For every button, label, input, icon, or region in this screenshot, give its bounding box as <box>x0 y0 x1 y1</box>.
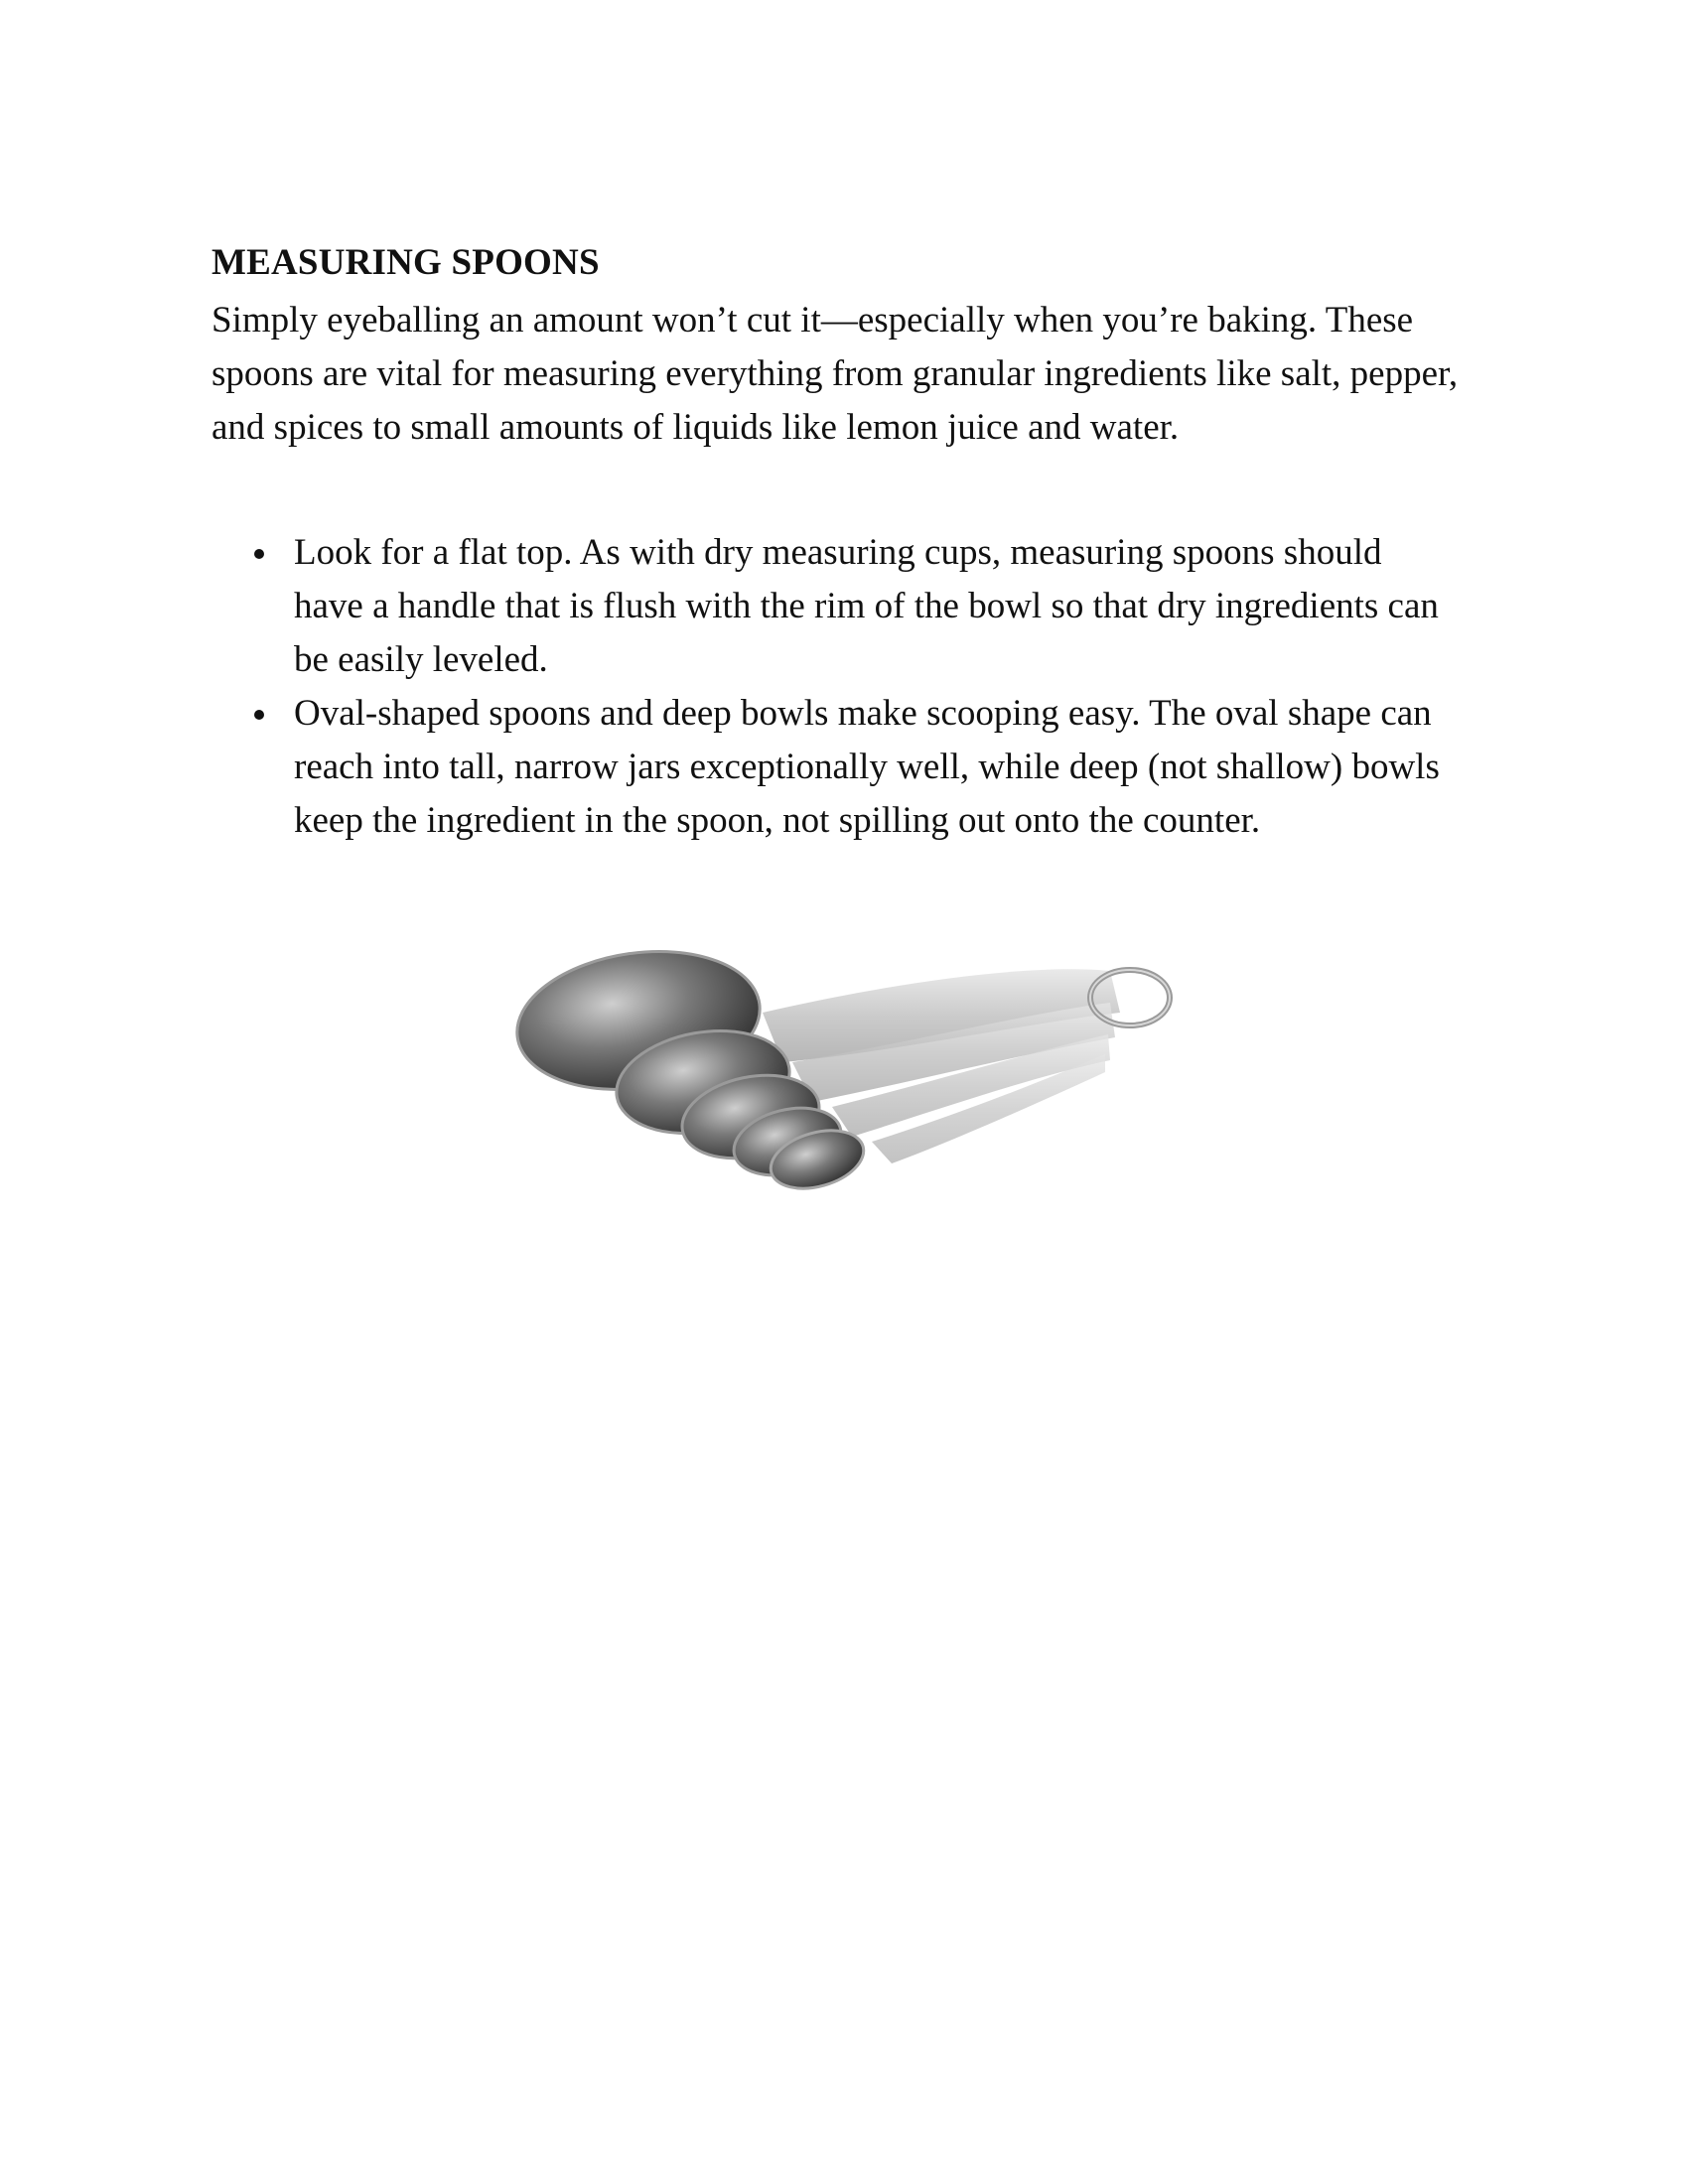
list-item-text: Look for a flat top. As with dry measuring cups, measuring spoons should have a handle that is flush with the rim of the bowl so that dry ingredients can be easily leveled. <box>294 532 1439 680</box>
tips-list <box>211 526 1492 848</box>
list-item <box>211 526 1446 687</box>
section-heading: MEASURING SPOONS <box>211 242 600 283</box>
intro-paragraph: Simply eyeballing an amount won’t cut it—especially when you’re baking. These spoons are vital for measuring everything from granular ingredients like salt, pepper, and spices to small amounts of liquids like lemon juice and water. <box>211 300 1459 448</box>
measuring-spoons-icon <box>514 943 1199 1206</box>
bullet-icon <box>254 710 264 720</box>
list-item-text: Oval-shaped spoons and deep bowls make scooping easy. The oval shape can reach into tall, narrow jars exceptionally well, while deep (not shallow) bowls keep the ingredient in the spoon, not spilling out onto the counter. <box>294 693 1440 841</box>
list-item <box>211 687 1446 848</box>
measuring-spoons-image <box>514 943 1199 1206</box>
bullet-icon <box>254 549 264 559</box>
